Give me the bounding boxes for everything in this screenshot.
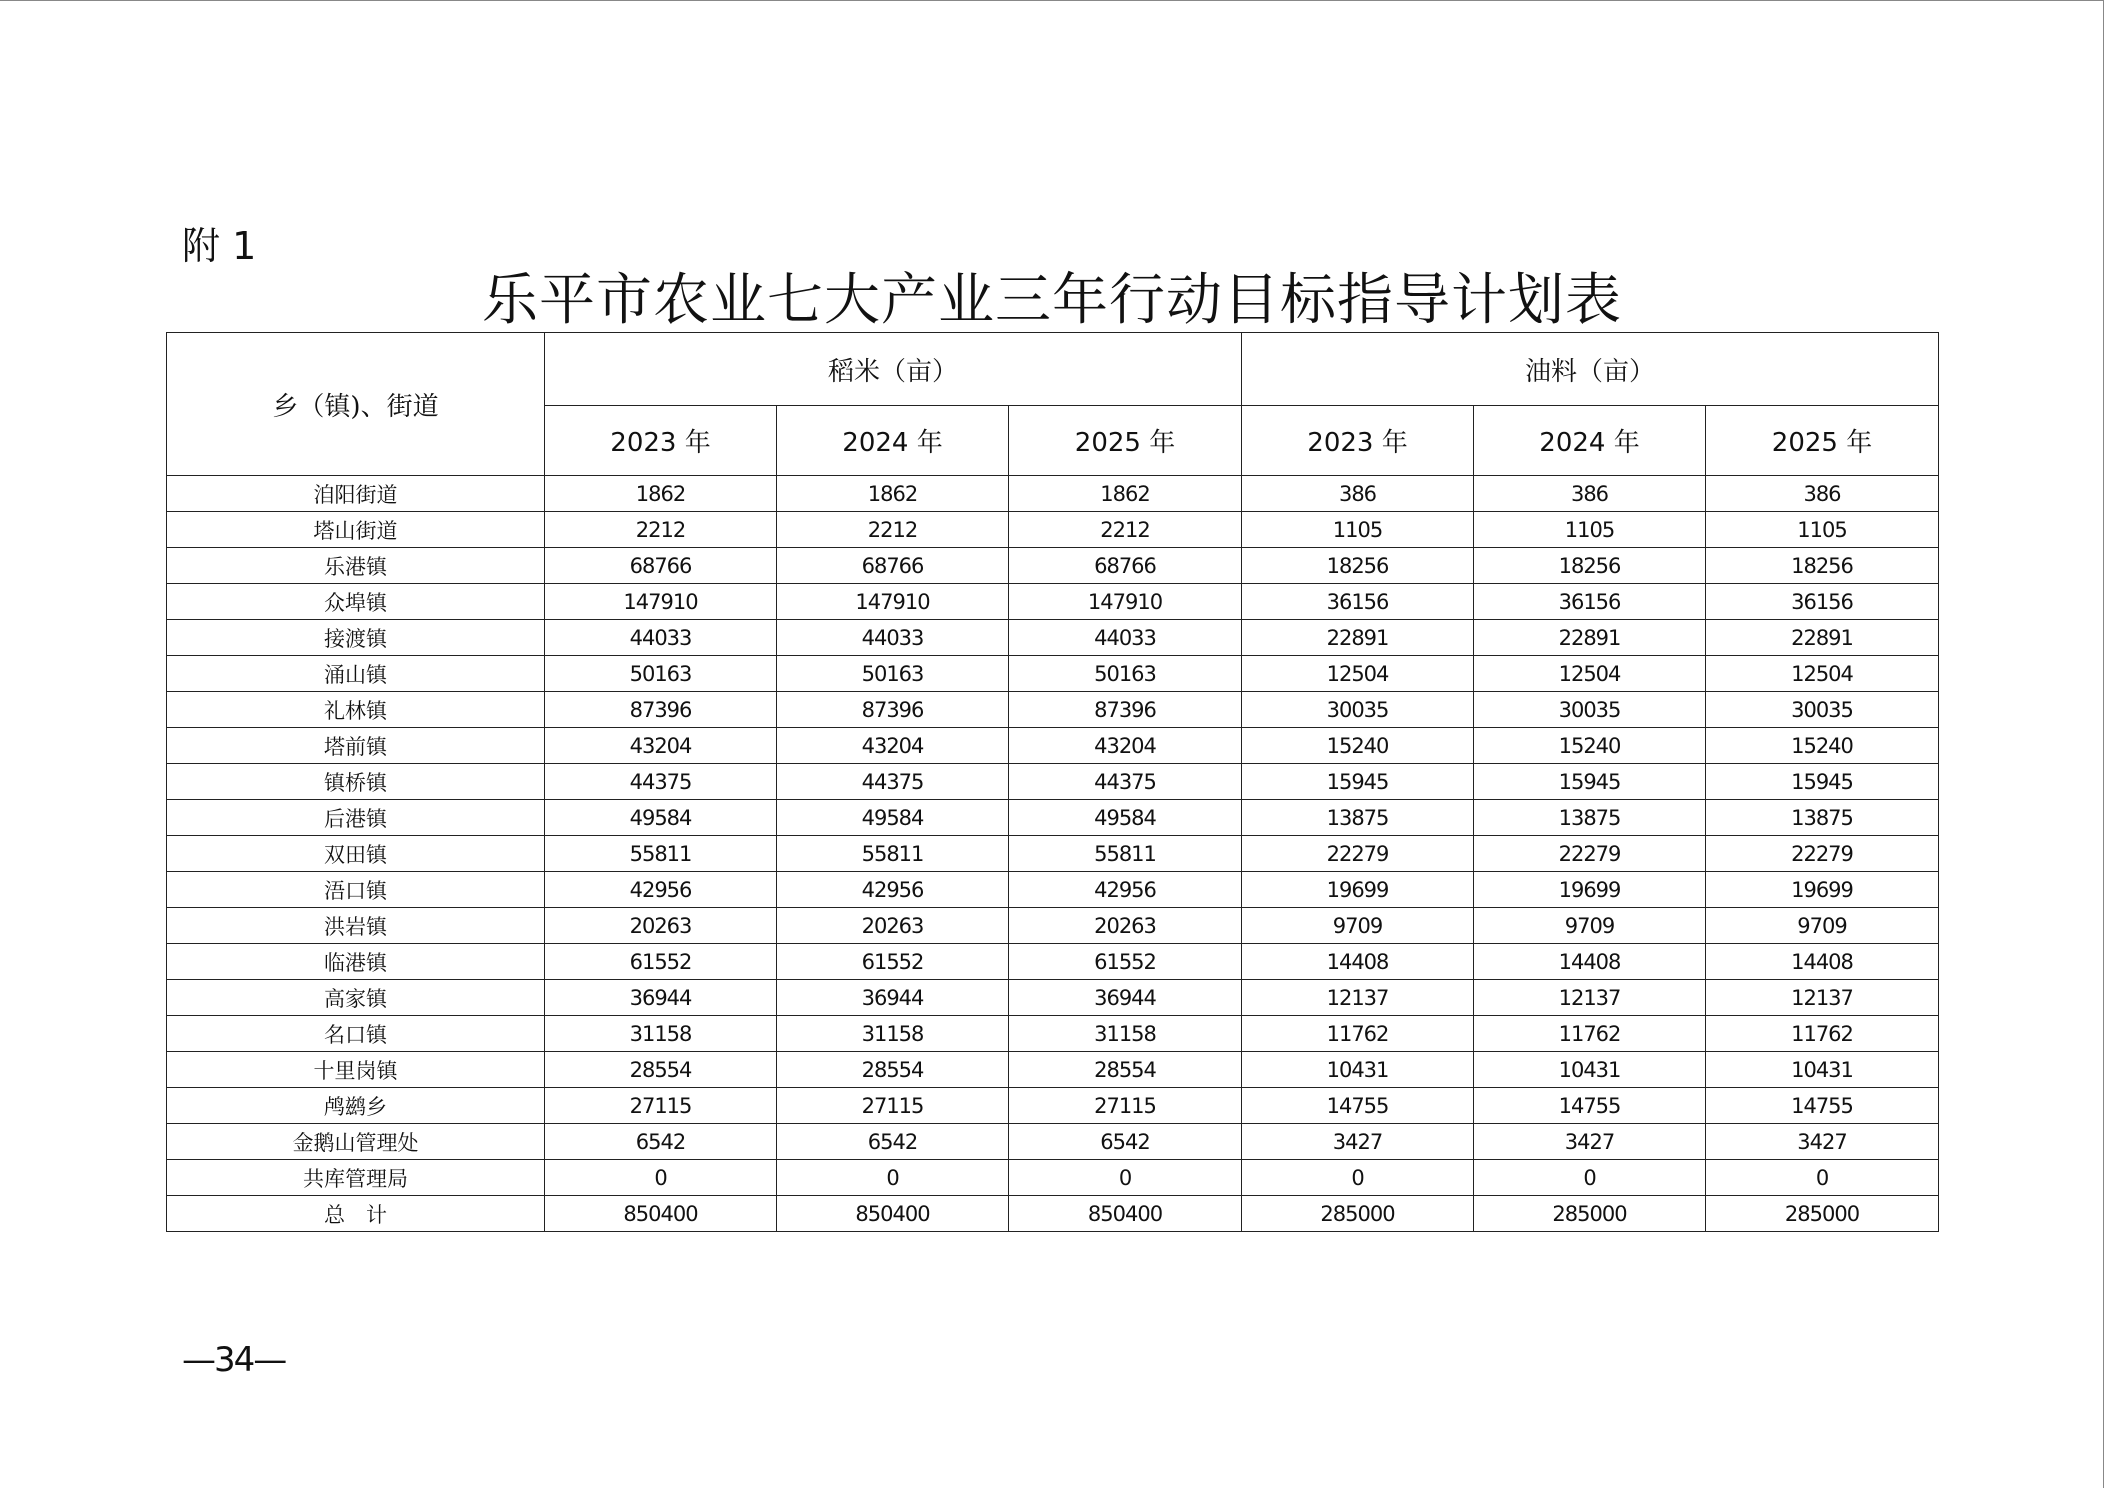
rice-value-cell: 1862 bbox=[1009, 476, 1242, 512]
oilseed-value-cell: 14755 bbox=[1474, 1088, 1706, 1124]
rice-value-cell: 49584 bbox=[777, 800, 1009, 836]
oilseed-year-header: 2024 年 bbox=[1474, 406, 1706, 476]
oilseed-value-cell: 30035 bbox=[1474, 692, 1706, 728]
oilseed-value-cell: 13875 bbox=[1474, 800, 1706, 836]
region-name-cell: 临港镇 bbox=[167, 944, 545, 980]
rice-year-header: 2023 年 bbox=[545, 406, 777, 476]
oilseed-value-cell: 13875 bbox=[1706, 800, 1939, 836]
rice-value-cell: 28554 bbox=[1009, 1052, 1242, 1088]
oilseed-value-cell: 14408 bbox=[1474, 944, 1706, 980]
rice-value-cell: 27115 bbox=[545, 1088, 777, 1124]
rice-value-cell: 850400 bbox=[1009, 1196, 1242, 1232]
rice-value-cell: 2212 bbox=[777, 512, 1009, 548]
table-row bbox=[167, 512, 1939, 548]
rice-value-cell: 87396 bbox=[777, 692, 1009, 728]
oilseed-value-cell: 11762 bbox=[1242, 1016, 1474, 1052]
rice-value-cell: 6542 bbox=[777, 1124, 1009, 1160]
page-number: —34— bbox=[182, 1340, 286, 1380]
table-row bbox=[167, 764, 1939, 800]
table-row bbox=[167, 692, 1939, 728]
region-name-cell: 涌山镇 bbox=[167, 656, 545, 692]
oilseed-value-cell: 285000 bbox=[1242, 1196, 1474, 1232]
rice-value-cell: 68766 bbox=[1009, 548, 1242, 584]
oilseed-year-header: 2025 年 bbox=[1706, 406, 1939, 476]
rice-value-cell: 6542 bbox=[1009, 1124, 1242, 1160]
rice-value-cell: 42956 bbox=[777, 872, 1009, 908]
oilseed-value-cell: 22279 bbox=[1474, 836, 1706, 872]
region-name-cell: 礼林镇 bbox=[167, 692, 545, 728]
rice-value-cell: 61552 bbox=[545, 944, 777, 980]
rice-value-cell: 44033 bbox=[777, 620, 1009, 656]
region-name-cell: 乐港镇 bbox=[167, 548, 545, 584]
oilseed-value-cell: 15240 bbox=[1242, 728, 1474, 764]
rice-value-cell: 68766 bbox=[545, 548, 777, 584]
oilseed-value-cell: 9709 bbox=[1706, 908, 1939, 944]
region-name-cell: 十里岗镇 bbox=[167, 1052, 545, 1088]
rice-value-cell: 43204 bbox=[545, 728, 777, 764]
table-row bbox=[167, 980, 1939, 1016]
rice-value-cell: 36944 bbox=[1009, 980, 1242, 1016]
oilseed-value-cell: 386 bbox=[1706, 476, 1939, 512]
rice-value-cell: 44033 bbox=[545, 620, 777, 656]
oilseed-value-cell: 12504 bbox=[1242, 656, 1474, 692]
rice-value-cell: 36944 bbox=[777, 980, 1009, 1016]
table-row bbox=[167, 872, 1939, 908]
rice-value-cell: 20263 bbox=[777, 908, 1009, 944]
rice-value-cell: 0 bbox=[777, 1160, 1009, 1196]
rice-value-cell: 87396 bbox=[545, 692, 777, 728]
rice-value-cell: 27115 bbox=[777, 1088, 1009, 1124]
rice-value-cell: 61552 bbox=[1009, 944, 1242, 980]
oilseed-value-cell: 22279 bbox=[1706, 836, 1939, 872]
rice-value-cell: 43204 bbox=[1009, 728, 1242, 764]
region-name-cell: 众埠镇 bbox=[167, 584, 545, 620]
region-name-cell: 塔山街道 bbox=[167, 512, 545, 548]
table-row bbox=[167, 1124, 1939, 1160]
region-name-cell: 接渡镇 bbox=[167, 620, 545, 656]
oilseed-value-cell: 12137 bbox=[1242, 980, 1474, 1016]
rice-value-cell: 36944 bbox=[545, 980, 777, 1016]
attachment-label: 附 1 bbox=[182, 224, 257, 268]
oilseed-value-cell: 3427 bbox=[1706, 1124, 1939, 1160]
oilseed-value-cell: 12504 bbox=[1474, 656, 1706, 692]
rice-value-cell: 31158 bbox=[777, 1016, 1009, 1052]
table-row bbox=[167, 836, 1939, 872]
oilseed-value-cell: 15945 bbox=[1474, 764, 1706, 800]
oilseed-value-cell: 14755 bbox=[1706, 1088, 1939, 1124]
oilseed-value-cell: 36156 bbox=[1474, 584, 1706, 620]
region-name-cell: 后港镇 bbox=[167, 800, 545, 836]
oilseed-value-cell: 18256 bbox=[1706, 548, 1939, 584]
rice-value-cell: 44375 bbox=[1009, 764, 1242, 800]
rice-value-cell: 87396 bbox=[1009, 692, 1242, 728]
oilseed-value-cell: 12137 bbox=[1706, 980, 1939, 1016]
rice-value-cell: 55811 bbox=[545, 836, 777, 872]
rice-value-cell: 31158 bbox=[1009, 1016, 1242, 1052]
rice-value-cell: 27115 bbox=[1009, 1088, 1242, 1124]
table-row bbox=[167, 476, 1939, 512]
region-name-cell: 洎阳街道 bbox=[167, 476, 545, 512]
rice-year-header: 2025 年 bbox=[1009, 406, 1242, 476]
oilseed-value-cell: 1105 bbox=[1474, 512, 1706, 548]
table-row bbox=[167, 656, 1939, 692]
oilseed-value-cell: 30035 bbox=[1242, 692, 1474, 728]
oilseed-value-cell: 9709 bbox=[1242, 908, 1474, 944]
region-name-cell: 名口镇 bbox=[167, 1016, 545, 1052]
oilseed-value-cell: 19699 bbox=[1706, 872, 1939, 908]
oilseed-value-cell: 22891 bbox=[1706, 620, 1939, 656]
table-row bbox=[167, 728, 1939, 764]
rice-value-cell: 43204 bbox=[777, 728, 1009, 764]
table-row bbox=[167, 1052, 1939, 1088]
oilseed-value-cell: 386 bbox=[1242, 476, 1474, 512]
rice-value-cell: 42956 bbox=[1009, 872, 1242, 908]
rice-value-cell: 20263 bbox=[1009, 908, 1242, 944]
table-row bbox=[167, 1196, 1939, 1232]
table-body bbox=[167, 476, 1939, 1232]
oilseed-value-cell: 36156 bbox=[1242, 584, 1474, 620]
oilseed-value-cell: 22279 bbox=[1242, 836, 1474, 872]
rice-value-cell: 28554 bbox=[777, 1052, 1009, 1088]
oilseed-value-cell: 15240 bbox=[1474, 728, 1706, 764]
oilseed-value-cell: 1105 bbox=[1706, 512, 1939, 548]
rice-value-cell: 50163 bbox=[1009, 656, 1242, 692]
rice-value-cell: 850400 bbox=[777, 1196, 1009, 1232]
oilseed-value-cell: 9709 bbox=[1474, 908, 1706, 944]
oilseed-value-cell: 13875 bbox=[1242, 800, 1474, 836]
oilseed-value-cell: 3427 bbox=[1242, 1124, 1474, 1160]
rice-value-cell: 42956 bbox=[545, 872, 777, 908]
oilseed-value-cell: 11762 bbox=[1706, 1016, 1939, 1052]
table-row bbox=[167, 944, 1939, 980]
oilseed-value-cell: 10431 bbox=[1242, 1052, 1474, 1088]
rice-value-cell: 61552 bbox=[777, 944, 1009, 980]
rice-value-cell: 55811 bbox=[1009, 836, 1242, 872]
rice-value-cell: 44033 bbox=[1009, 620, 1242, 656]
oilseed-value-cell: 30035 bbox=[1706, 692, 1939, 728]
rice-value-cell: 50163 bbox=[777, 656, 1009, 692]
rice-value-cell: 28554 bbox=[545, 1052, 777, 1088]
oilseed-value-cell: 285000 bbox=[1474, 1196, 1706, 1232]
oilseed-value-cell: 12137 bbox=[1474, 980, 1706, 1016]
oilseed-group-header: 油料（亩） bbox=[1242, 333, 1939, 406]
target-plan-table bbox=[166, 332, 1939, 1232]
oilseed-value-cell: 11762 bbox=[1474, 1016, 1706, 1052]
table-row bbox=[167, 800, 1939, 836]
oilseed-value-cell: 10431 bbox=[1706, 1052, 1939, 1088]
oilseed-value-cell: 19699 bbox=[1474, 872, 1706, 908]
oilseed-value-cell: 0 bbox=[1242, 1160, 1474, 1196]
table-row bbox=[167, 1160, 1939, 1196]
rice-value-cell: 44375 bbox=[777, 764, 1009, 800]
oilseed-value-cell: 285000 bbox=[1706, 1196, 1939, 1232]
oilseed-value-cell: 19699 bbox=[1242, 872, 1474, 908]
table-row bbox=[167, 908, 1939, 944]
rice-value-cell: 147910 bbox=[1009, 584, 1242, 620]
rice-value-cell: 147910 bbox=[545, 584, 777, 620]
region-name-cell: 总 计 bbox=[167, 1196, 545, 1232]
table-row bbox=[167, 620, 1939, 656]
region-name-cell: 鸬鹚乡 bbox=[167, 1088, 545, 1124]
table-row bbox=[167, 584, 1939, 620]
oilseed-value-cell: 15240 bbox=[1706, 728, 1939, 764]
rice-value-cell: 49584 bbox=[545, 800, 777, 836]
rice-value-cell: 31158 bbox=[545, 1016, 777, 1052]
oilseed-value-cell: 14408 bbox=[1242, 944, 1474, 980]
oilseed-value-cell: 386 bbox=[1474, 476, 1706, 512]
oilseed-value-cell: 14408 bbox=[1706, 944, 1939, 980]
oilseed-value-cell: 12504 bbox=[1706, 656, 1939, 692]
region-name-cell: 塔前镇 bbox=[167, 728, 545, 764]
oilseed-value-cell: 0 bbox=[1706, 1160, 1939, 1196]
rice-year-header: 2024 年 bbox=[777, 406, 1009, 476]
rice-value-cell: 20263 bbox=[545, 908, 777, 944]
rice-value-cell: 147910 bbox=[777, 584, 1009, 620]
oilseed-value-cell: 0 bbox=[1474, 1160, 1706, 1196]
table-row bbox=[167, 1016, 1939, 1052]
rice-value-cell: 1862 bbox=[777, 476, 1009, 512]
rice-value-cell: 55811 bbox=[777, 836, 1009, 872]
region-name-cell: 镇桥镇 bbox=[167, 764, 545, 800]
rice-value-cell: 850400 bbox=[545, 1196, 777, 1232]
oilseed-value-cell: 10431 bbox=[1474, 1052, 1706, 1088]
oilseed-value-cell: 1105 bbox=[1242, 512, 1474, 548]
oilseed-value-cell: 22891 bbox=[1474, 620, 1706, 656]
rice-value-cell: 0 bbox=[545, 1160, 777, 1196]
oilseed-value-cell: 22891 bbox=[1242, 620, 1474, 656]
table-row bbox=[167, 1088, 1939, 1124]
oilseed-value-cell: 3427 bbox=[1474, 1124, 1706, 1160]
region-name-cell: 双田镇 bbox=[167, 836, 545, 872]
table-row bbox=[167, 548, 1939, 584]
rice-value-cell: 49584 bbox=[1009, 800, 1242, 836]
document-title: 乐平市农业七大产业三年行动目标指导计划表 bbox=[482, 268, 1622, 333]
region-column-header: 乡（镇)、街道 bbox=[167, 333, 545, 476]
region-name-cell: 洪岩镇 bbox=[167, 908, 545, 944]
oilseed-value-cell: 15945 bbox=[1706, 764, 1939, 800]
region-name-cell: 共库管理局 bbox=[167, 1160, 545, 1196]
oilseed-value-cell: 15945 bbox=[1242, 764, 1474, 800]
rice-value-cell: 44375 bbox=[545, 764, 777, 800]
oilseed-value-cell: 14755 bbox=[1242, 1088, 1474, 1124]
rice-value-cell: 6542 bbox=[545, 1124, 777, 1160]
rice-value-cell: 50163 bbox=[545, 656, 777, 692]
rice-value-cell: 1862 bbox=[545, 476, 777, 512]
rice-value-cell: 2212 bbox=[545, 512, 777, 548]
rice-value-cell: 68766 bbox=[777, 548, 1009, 584]
region-name-cell: 高家镇 bbox=[167, 980, 545, 1016]
region-name-cell: 浯口镇 bbox=[167, 872, 545, 908]
oilseed-value-cell: 36156 bbox=[1706, 584, 1939, 620]
oilseed-year-header: 2023 年 bbox=[1242, 406, 1474, 476]
rice-value-cell: 2212 bbox=[1009, 512, 1242, 548]
rice-group-header: 稻米（亩） bbox=[545, 333, 1242, 406]
rice-value-cell: 0 bbox=[1009, 1160, 1242, 1196]
region-name-cell: 金鹅山管理处 bbox=[167, 1124, 545, 1160]
oilseed-value-cell: 18256 bbox=[1242, 548, 1474, 584]
oilseed-value-cell: 18256 bbox=[1474, 548, 1706, 584]
